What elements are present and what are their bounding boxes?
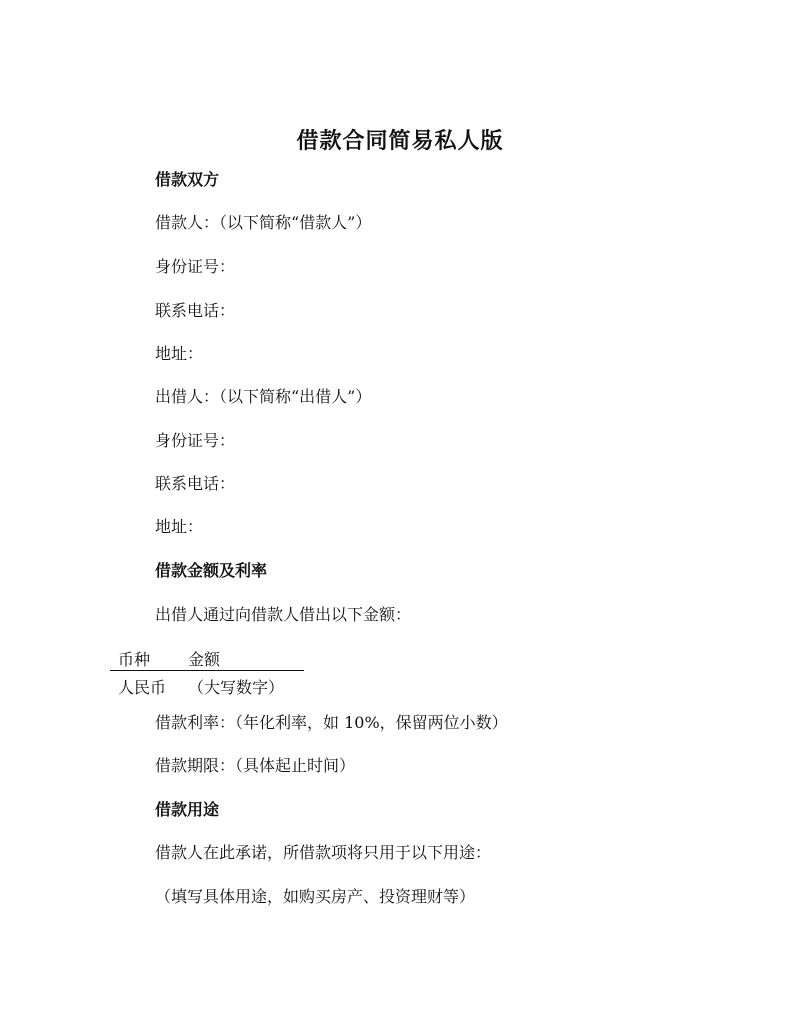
section-heading-amount: 借款金额及利率 <box>155 561 268 580</box>
borrower-line: 借款人：（以下简称“借款人”） <box>155 213 372 232</box>
section-heading-parties: 借款双方 <box>155 170 220 189</box>
table-cell-currency: 人民币 <box>118 678 167 697</box>
document-title: 借款合同简易私人版 <box>296 128 504 154</box>
currency-amount-table <box>108 645 408 696</box>
lender-address-line: 地址： <box>155 517 204 536</box>
section-heading-purpose: 借款用途 <box>155 800 220 819</box>
purpose-statement-line: 借款人在此承诺，所借款项将只用于以下用途： <box>155 843 492 862</box>
table-header-amount: 金额 <box>188 650 221 669</box>
amount-intro-line: 出借人通过向借款人借出以下金额： <box>155 605 412 624</box>
table-cell-amount: （大写数字） <box>188 678 285 697</box>
lender-line: 出借人：（以下简称“出借人”） <box>155 387 372 406</box>
borrower-phone-line: 联系电话： <box>155 301 236 320</box>
borrower-address-line: 地址： <box>155 344 204 363</box>
table-header-row <box>108 645 408 670</box>
table-row <box>108 670 408 696</box>
lender-id-line: 身份证号： <box>155 431 236 450</box>
table-header-currency: 币种 <box>118 650 151 669</box>
loan-term-line: 借款期限：（具体起止时间） <box>155 756 356 775</box>
interest-rate-line: 借款利率：（年化利率，如 10%，保留两位小数） <box>155 713 508 732</box>
lender-phone-line: 联系电话： <box>155 474 236 493</box>
borrower-id-line: 身份证号： <box>155 257 236 276</box>
purpose-fill-in-line: （填写具体用途，如购买房产、投资理财等） <box>155 887 476 906</box>
